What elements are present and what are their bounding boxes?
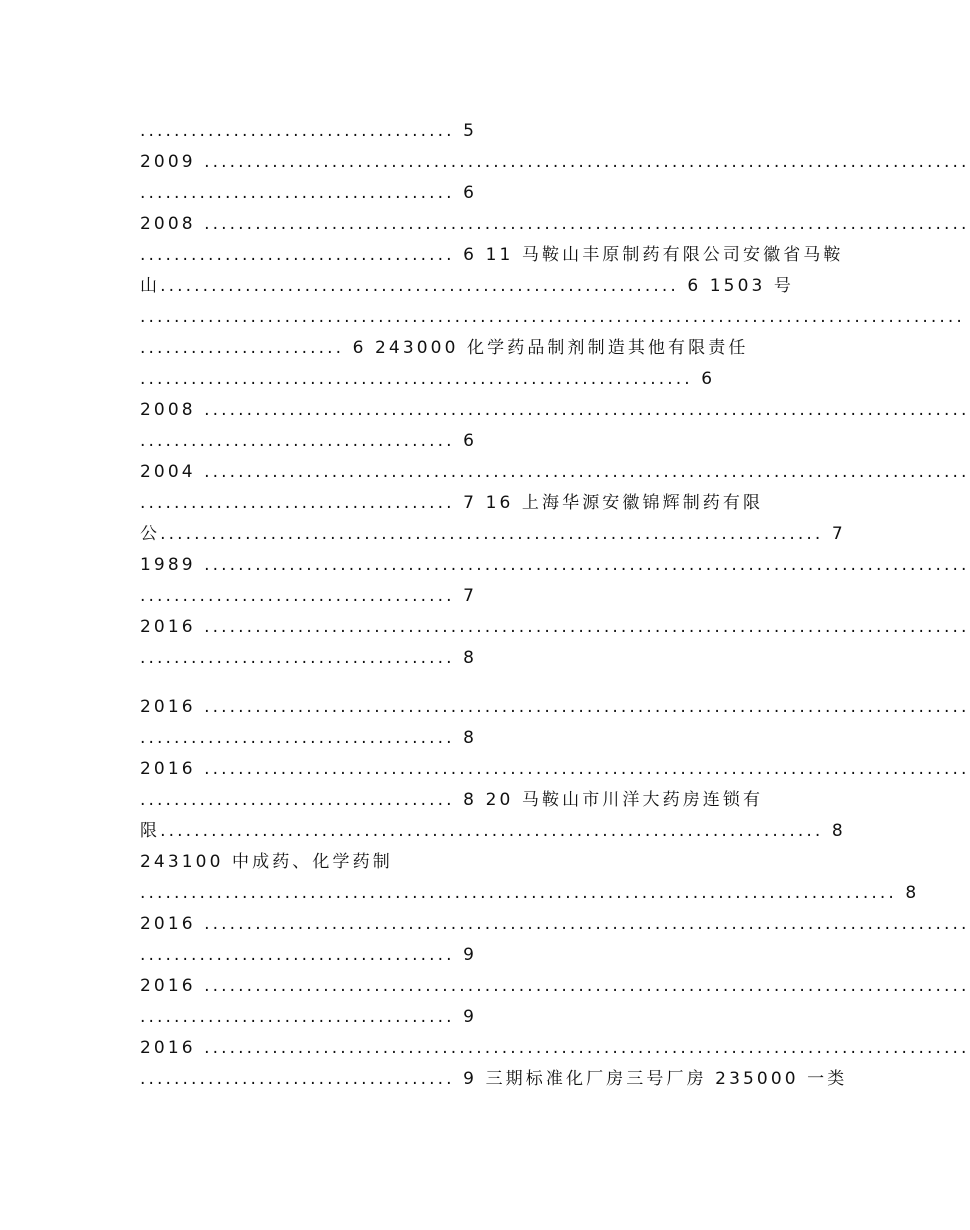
toc-line: 2016 .......................................................................................... bbox=[140, 759, 970, 779]
toc-line: 山............................................................. 6 1503 号 bbox=[140, 276, 795, 296]
toc-line: 限.............................................................................. 8 bbox=[140, 821, 846, 841]
toc-line: ................................................................. 6 bbox=[140, 369, 716, 389]
toc-line: ..................................... 7 16 上海华源安徽锦辉制药有限 bbox=[140, 493, 764, 513]
toc-line: 243100 中成药、化学药制 bbox=[140, 852, 393, 872]
toc-line: 2016 .......................................................................................... bbox=[140, 697, 970, 717]
toc-line: ..................................... 8 bbox=[140, 648, 478, 668]
toc-line: ......................................................................................... 8 bbox=[140, 883, 920, 903]
toc-line: 公.............................................................................. 7 bbox=[140, 524, 846, 544]
toc-line: ..................................... 6 11 马鞍山丰原制药有限公司安徽省马鞍 bbox=[140, 245, 844, 265]
toc-line: ........................ 6 243000 化学药品制剂制造其他有限责任 bbox=[140, 338, 749, 358]
toc-line: ..................................... 8 20 马鞍山市川洋大药房连锁有 bbox=[140, 790, 764, 810]
toc-line: ..................................... 5 bbox=[140, 121, 478, 141]
toc-line: ..................................... 9 bbox=[140, 1007, 478, 1027]
toc-line: 2008 .......................................................................................... bbox=[140, 214, 970, 234]
toc-line: 2016 .......................................................................................... bbox=[140, 1038, 970, 1058]
toc-line: 2004 .......................................................................................... bbox=[140, 462, 970, 482]
toc-line: ..................................... 7 bbox=[140, 586, 478, 606]
toc-line: 1989 .......................................................................................... bbox=[140, 555, 970, 575]
toc-line: 2008 .......................................................................................... bbox=[140, 400, 970, 420]
toc-line: 2016 .......................................................................................... bbox=[140, 976, 970, 996]
toc-line: 2009 .......................................................................................... bbox=[140, 152, 970, 172]
toc-line: ..................................... 6 bbox=[140, 183, 478, 203]
toc-line: ..................................... 6 bbox=[140, 431, 478, 451]
toc-line: ..................................... 9 三期标准化厂房三号厂房 235000 一类 bbox=[140, 1069, 848, 1089]
toc-line: 2016 .......................................................................................... bbox=[140, 617, 970, 637]
toc-line: ................................................................................................. bbox=[140, 307, 965, 327]
toc-line: ..................................... 8 bbox=[140, 728, 478, 748]
toc-line: ..................................... 9 bbox=[140, 945, 478, 965]
toc-line: 2016 .......................................................................................... bbox=[140, 914, 970, 934]
